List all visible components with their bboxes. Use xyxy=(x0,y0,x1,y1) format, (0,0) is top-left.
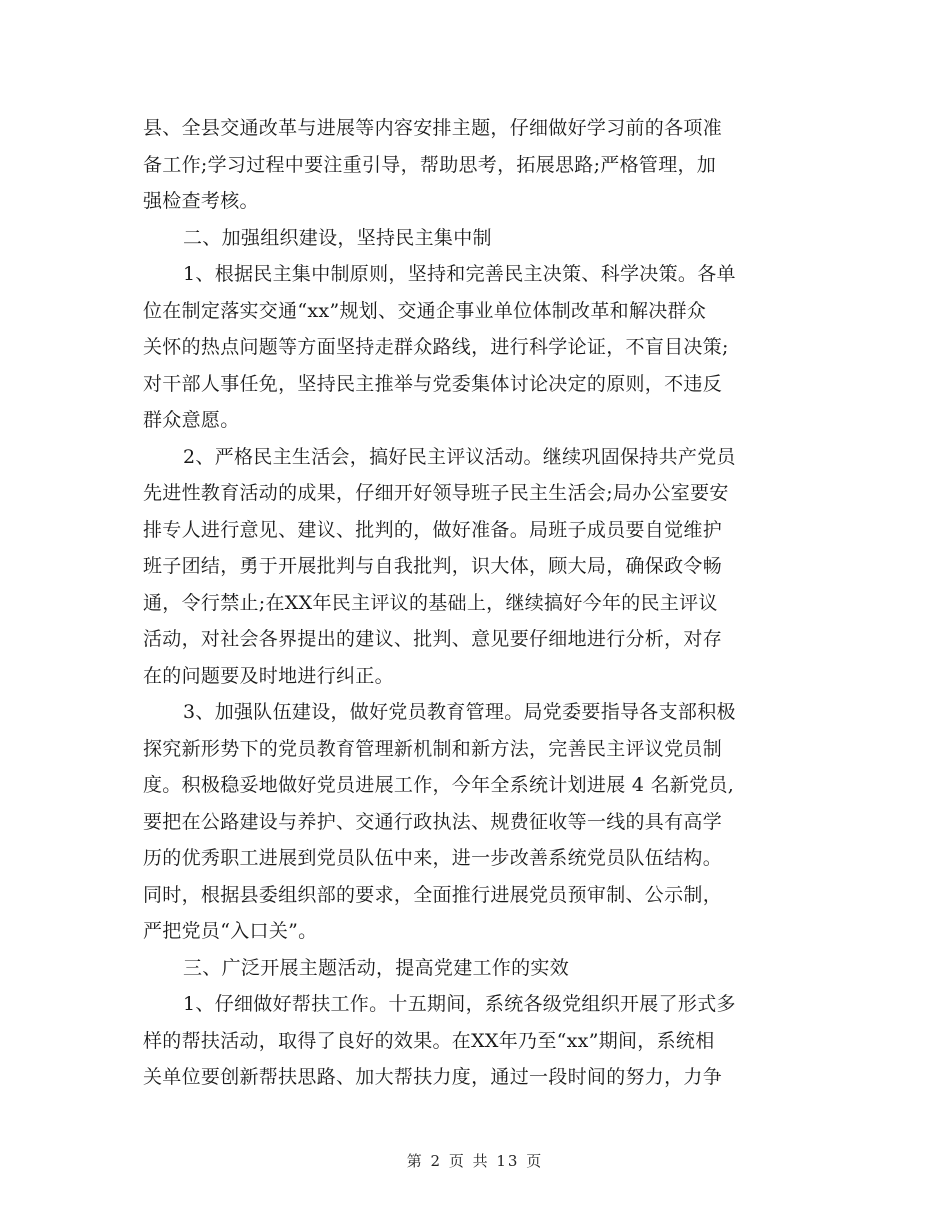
document-body xyxy=(143,110,813,1096)
text-line: 备工作;学习过程中要注重引导，帮助思考，拓展思路;严格管理，加 xyxy=(143,153,717,176)
text-line: 活动，对社会各界提出的建议、批判、意见要仔细地进行分析，对存 xyxy=(143,628,723,650)
text-line: 先进性教育活动的成果，仔细开好领导班子民主生活会;局办公室要安 xyxy=(143,482,729,504)
text-line: 关怀的热点问题等方面坚持走群众路线，进行科学论证，不盲目决策; xyxy=(143,336,729,358)
text-line: 对干部人事任免，坚持民主推举与党委集体讨论决定的原则，不违反 xyxy=(143,372,723,395)
text-line: 在的问题要及时地进行纠正。 xyxy=(143,664,394,687)
text-line: 群众意愿。 xyxy=(143,409,240,431)
text-line: 历的优秀职工进展到党员队伍中来，进一步改善系统党员队伍结构。 xyxy=(143,847,723,869)
text-line: 1、仔细做好帮扶工作。十五期间，系统各级党组织开展了形式多 xyxy=(183,993,736,1015)
text-line: 班子团结，勇于开展批判与自我批判，识大体，顾大局，确保政令畅 xyxy=(143,555,723,577)
page-number-footer: 第 2 页 共 13 页 xyxy=(406,1152,544,1170)
text-line: 同时，根据县委组织部的要求，全面推行进展党员预审制、公示制， xyxy=(143,883,723,906)
text-line: 排专人进行意见、建议、批判的，做好准备。局班子成员要自觉维护 xyxy=(143,518,723,541)
text-line: 样的帮扶活动，取得了良好的效果。在XX年乃至“xx”期间，系统相 xyxy=(143,1029,715,1052)
text-line: 要把在公路建设与养护、交通行政执法、规费征收等一线的具有高学 xyxy=(143,810,723,833)
text-line: 二、加强组织建设，坚持民主集中制 xyxy=(183,226,492,249)
text-line: 县、全县交通改革与进展等内容安排主题，仔细做好学习前的各项准 xyxy=(143,117,723,139)
text-line: 强检查考核。 xyxy=(143,190,259,212)
text-line: 三、广泛开展主题活动，提高党建工作的实效 xyxy=(183,956,570,979)
text-line: 探究新形势下的党员教育管理新机制和新方法，完善民主评议党员制 xyxy=(143,737,723,760)
text-line: 位在制定落实交通“xx”规划、交通企事业单位体制改革和解决群众 xyxy=(143,299,707,322)
text-line: 1、根据民主集中制原则，坚持和完善民主决策、科学决策。各单 xyxy=(183,263,736,285)
text-line: 3、加强队伍建设，做好党员教育管理。局党委要指导各支部积极 xyxy=(183,701,736,723)
text-line: 度。积极稳妥地做好党员进展工作，今年全系统计划进展 4 名新党员, xyxy=(143,774,735,796)
text-line: 通，令行禁止;在XX年民主评议的基础上，继续搞好今年的民主评议 xyxy=(143,591,718,614)
text-line: 严把党员“入口关”。 xyxy=(143,920,318,942)
text-line: 关单位要创新帮扶思路、加大帮扶力度，通过一段时间的努力，力争 xyxy=(143,1066,723,1088)
text-line: 2、严格民主生活会，搞好民主评议活动。继续巩固保持共产党员 xyxy=(183,445,736,468)
